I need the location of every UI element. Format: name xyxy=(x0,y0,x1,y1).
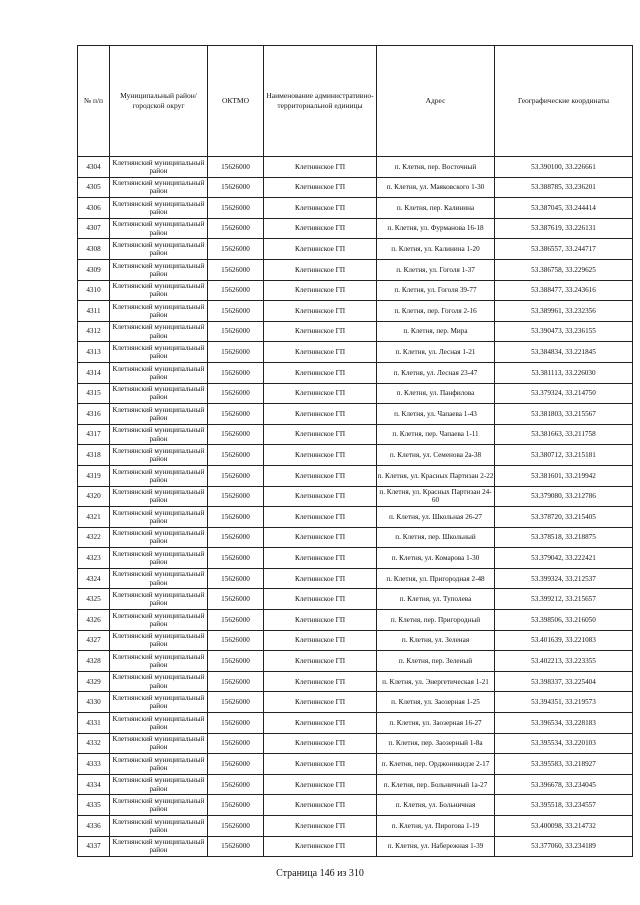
table-row xyxy=(78,548,633,569)
cell-oktmo: 15626000 xyxy=(208,424,264,445)
cell-coords: 53.381113, 33.226030 xyxy=(495,362,633,383)
cell-address: п. Клетня, пер. Калинина xyxy=(377,198,495,219)
table-row xyxy=(78,568,633,589)
cell-coords: 53.396534, 33.228183 xyxy=(495,713,633,734)
cell-num: 4336 xyxy=(78,816,110,837)
cell-address: п. Клетня, ул. Лесная 23-47 xyxy=(377,362,495,383)
cell-oktmo: 15626000 xyxy=(208,816,264,837)
cell-unit: Клетнянское ГП xyxy=(264,157,377,178)
cell-oktmo: 15626000 xyxy=(208,362,264,383)
cell-num: 4310 xyxy=(78,280,110,301)
cell-coords: 53.390473, 33.236155 xyxy=(495,321,633,342)
cell-num: 4330 xyxy=(78,692,110,713)
table-row xyxy=(78,321,633,342)
cell-num: 4335 xyxy=(78,795,110,816)
cell-district: Клетнянский муниципальный район xyxy=(110,321,208,342)
cell-oktmo: 15626000 xyxy=(208,795,264,816)
cell-num: 4314 xyxy=(78,362,110,383)
cell-num: 4329 xyxy=(78,671,110,692)
cell-unit: Клетнянское ГП xyxy=(264,754,377,775)
cell-address: п. Клетня, ул. Фурманова 16-18 xyxy=(377,218,495,239)
cell-unit: Клетнянское ГП xyxy=(264,589,377,610)
cell-oktmo: 15626000 xyxy=(208,465,264,486)
cell-coords: 53.386557, 33.244717 xyxy=(495,239,633,260)
table-row xyxy=(78,527,633,548)
table-row xyxy=(78,651,633,672)
cell-oktmo: 15626000 xyxy=(208,733,264,754)
table-row xyxy=(78,383,633,404)
cell-district: Клетнянский муниципальный район xyxy=(110,713,208,734)
cell-oktmo: 15626000 xyxy=(208,568,264,589)
cell-unit: Клетнянское ГП xyxy=(264,713,377,734)
cell-coords: 53.381601, 33.219942 xyxy=(495,465,633,486)
table-row xyxy=(78,507,633,528)
cell-oktmo: 15626000 xyxy=(208,342,264,363)
table-row xyxy=(78,486,633,507)
cell-coords: 53.379080, 33.212786 xyxy=(495,486,633,507)
cell-address: п. Клетня, ул. Заозерная 16-27 xyxy=(377,713,495,734)
cell-district: Клетнянский муниципальный район xyxy=(110,280,208,301)
cell-num: 4316 xyxy=(78,404,110,425)
cell-num: 4305 xyxy=(78,177,110,198)
cell-oktmo: 15626000 xyxy=(208,610,264,631)
table-row xyxy=(78,816,633,837)
cell-address: п. Клетня, пер. Мира xyxy=(377,321,495,342)
table-header-row xyxy=(78,46,633,157)
cell-coords: 53.401639, 33.221083 xyxy=(495,630,633,651)
cell-num: 4308 xyxy=(78,239,110,260)
cell-oktmo: 15626000 xyxy=(208,651,264,672)
cell-address: п. Клетня, ул. Чапаева 1-43 xyxy=(377,404,495,425)
cell-oktmo: 15626000 xyxy=(208,259,264,280)
cell-district: Клетнянский муниципальный район xyxy=(110,836,208,857)
cell-coords: 53.378518, 33.218875 xyxy=(495,527,633,548)
cell-district: Клетнянский муниципальный район xyxy=(110,548,208,569)
cell-coords: 53.379042, 33.222421 xyxy=(495,548,633,569)
cell-oktmo: 15626000 xyxy=(208,486,264,507)
cell-district: Клетнянский муниципальный район xyxy=(110,630,208,651)
cell-district: Клетнянский муниципальный район xyxy=(110,795,208,816)
address-table xyxy=(77,45,633,857)
cell-district: Клетнянский муниципальный район xyxy=(110,651,208,672)
cell-num: 4321 xyxy=(78,507,110,528)
cell-oktmo: 15626000 xyxy=(208,445,264,466)
cell-coords: 53.388477, 33.243616 xyxy=(495,280,633,301)
cell-unit: Клетнянское ГП xyxy=(264,486,377,507)
table-row xyxy=(78,404,633,425)
cell-district: Клетнянский муниципальный район xyxy=(110,589,208,610)
cell-address: п. Клетня, ул. Панфилова xyxy=(377,383,495,404)
cell-district: Клетнянский муниципальный район xyxy=(110,342,208,363)
cell-oktmo: 15626000 xyxy=(208,527,264,548)
cell-address: п. Клетня, ул. Лесная 1-21 xyxy=(377,342,495,363)
cell-coords: 53.384834, 33.221845 xyxy=(495,342,633,363)
cell-address: п. Клетня, пер. Орджоникидзе 2-17 xyxy=(377,754,495,775)
cell-num: 4319 xyxy=(78,465,110,486)
cell-oktmo: 15626000 xyxy=(208,157,264,178)
cell-num: 4337 xyxy=(78,836,110,857)
cell-address: п. Клетня, ул. Пирогова 1-19 xyxy=(377,816,495,837)
cell-oktmo: 15626000 xyxy=(208,671,264,692)
cell-unit: Клетнянское ГП xyxy=(264,527,377,548)
cell-num: 4317 xyxy=(78,424,110,445)
cell-oktmo: 15626000 xyxy=(208,754,264,775)
cell-unit: Клетнянское ГП xyxy=(264,424,377,445)
cell-coords: 53.378720, 33.215405 xyxy=(495,507,633,528)
cell-unit: Клетнянское ГП xyxy=(264,651,377,672)
cell-oktmo: 15626000 xyxy=(208,280,264,301)
cell-district: Клетнянский муниципальный район xyxy=(110,671,208,692)
cell-num: 4328 xyxy=(78,651,110,672)
cell-district: Клетнянский муниципальный район xyxy=(110,507,208,528)
cell-district: Клетнянский муниципальный район xyxy=(110,816,208,837)
cell-address: п. Клетня, пер. Пригородный xyxy=(377,610,495,631)
header-coords: Географические координаты xyxy=(495,46,633,157)
cell-coords: 53.387045, 33.244414 xyxy=(495,198,633,219)
table-row xyxy=(78,465,633,486)
table-row xyxy=(78,774,633,795)
cell-unit: Клетнянское ГП xyxy=(264,239,377,260)
cell-coords: 53.381803, 33.215567 xyxy=(495,404,633,425)
page-number: Страница 146 из 310 xyxy=(276,868,364,879)
header-num: № п/п xyxy=(78,46,110,157)
cell-unit: Клетнянское ГП xyxy=(264,321,377,342)
cell-unit: Клетнянское ГП xyxy=(264,671,377,692)
cell-coords: 53.398506, 33.216050 xyxy=(495,610,633,631)
cell-num: 4331 xyxy=(78,713,110,734)
cell-oktmo: 15626000 xyxy=(208,383,264,404)
cell-address: п. Клетня, ул. Семенова 2а-38 xyxy=(377,445,495,466)
cell-coords: 53.386758, 33.229625 xyxy=(495,259,633,280)
cell-oktmo: 15626000 xyxy=(208,630,264,651)
table-row xyxy=(78,157,633,178)
header-district: Муниципальный район/городской округ xyxy=(110,46,208,157)
table-row xyxy=(78,301,633,322)
table-row xyxy=(78,713,633,734)
cell-unit: Клетнянское ГП xyxy=(264,507,377,528)
cell-address: п. Клетня, ул. Зеленая xyxy=(377,630,495,651)
table-row xyxy=(78,795,633,816)
cell-address: п. Клетня, пер. Заозерный 1-8а xyxy=(377,733,495,754)
cell-coords: 53.402213, 33.223355 xyxy=(495,651,633,672)
table-row xyxy=(78,177,633,198)
cell-district: Клетнянский муниципальный район xyxy=(110,259,208,280)
cell-oktmo: 15626000 xyxy=(208,713,264,734)
cell-district: Клетнянский муниципальный район xyxy=(110,610,208,631)
cell-num: 4320 xyxy=(78,486,110,507)
cell-num: 4318 xyxy=(78,445,110,466)
cell-unit: Клетнянское ГП xyxy=(264,774,377,795)
cell-address: п. Клетня, ул. Калинина 1-20 xyxy=(377,239,495,260)
cell-num: 4326 xyxy=(78,610,110,631)
cell-address: п. Клетня, ул. Комарова 1-30 xyxy=(377,548,495,569)
cell-num: 4312 xyxy=(78,321,110,342)
cell-oktmo: 15626000 xyxy=(208,198,264,219)
table-row xyxy=(78,280,633,301)
cell-unit: Клетнянское ГП xyxy=(264,383,377,404)
cell-num: 4304 xyxy=(78,157,110,178)
cell-address: п. Клетня, пер. Школьный xyxy=(377,527,495,548)
cell-unit: Клетнянское ГП xyxy=(264,568,377,589)
cell-district: Клетнянский муниципальный район xyxy=(110,157,208,178)
cell-num: 4315 xyxy=(78,383,110,404)
cell-unit: Клетнянское ГП xyxy=(264,465,377,486)
cell-num: 4334 xyxy=(78,774,110,795)
table-row xyxy=(78,218,633,239)
cell-unit: Клетнянское ГП xyxy=(264,177,377,198)
cell-address: п. Клетня, ул. Маяковского 1-30 xyxy=(377,177,495,198)
cell-district: Клетнянский муниципальный район xyxy=(110,383,208,404)
cell-coords: 53.396678, 33.234045 xyxy=(495,774,633,795)
table-row xyxy=(78,836,633,857)
cell-address: п. Клетня, пер. Зеленый xyxy=(377,651,495,672)
cell-district: Клетнянский муниципальный район xyxy=(110,239,208,260)
cell-district: Клетнянский муниципальный район xyxy=(110,486,208,507)
cell-num: 4323 xyxy=(78,548,110,569)
cell-num: 4325 xyxy=(78,589,110,610)
cell-unit: Клетнянское ГП xyxy=(264,342,377,363)
cell-num: 4311 xyxy=(78,301,110,322)
cell-coords: 53.395583, 33.218927 xyxy=(495,754,633,775)
cell-district: Клетнянский муниципальный район xyxy=(110,301,208,322)
cell-num: 4309 xyxy=(78,259,110,280)
cell-oktmo: 15626000 xyxy=(208,177,264,198)
cell-num: 4327 xyxy=(78,630,110,651)
cell-coords: 53.395518, 33.234557 xyxy=(495,795,633,816)
cell-address: п. Клетня, ул. Энергетическая 1-21 xyxy=(377,671,495,692)
cell-unit: Клетнянское ГП xyxy=(264,259,377,280)
cell-address: п. Клетня, ул. Больничная xyxy=(377,795,495,816)
cell-district: Клетнянский муниципальный район xyxy=(110,404,208,425)
table-row xyxy=(78,671,633,692)
cell-district: Клетнянский муниципальный район xyxy=(110,527,208,548)
cell-oktmo: 15626000 xyxy=(208,301,264,322)
table-body xyxy=(78,157,633,857)
cell-oktmo: 15626000 xyxy=(208,239,264,260)
header-unit: Наименование административно-территориальной единицы xyxy=(264,46,377,157)
cell-coords: 53.388785, 33.236201 xyxy=(495,177,633,198)
cell-district: Клетнянский муниципальный район xyxy=(110,568,208,589)
cell-unit: Клетнянское ГП xyxy=(264,198,377,219)
cell-district: Клетнянский муниципальный район xyxy=(110,692,208,713)
table-row xyxy=(78,754,633,775)
table-row xyxy=(78,630,633,651)
cell-address: п. Клетня, ул. Пригородная 2-48 xyxy=(377,568,495,589)
header-address: Адрес xyxy=(377,46,495,157)
cell-coords: 53.379324, 33.214750 xyxy=(495,383,633,404)
cell-unit: Клетнянское ГП xyxy=(264,692,377,713)
cell-unit: Клетнянское ГП xyxy=(264,630,377,651)
table-row xyxy=(78,692,633,713)
cell-coords: 53.395534, 33.220103 xyxy=(495,733,633,754)
cell-district: Клетнянский муниципальный район xyxy=(110,733,208,754)
cell-address: п. Клетня, ул. Набережная 1-39 xyxy=(377,836,495,857)
cell-address: п. Клетня, ул. Красных Партизан 24-60 xyxy=(377,486,495,507)
table-row xyxy=(78,610,633,631)
cell-oktmo: 15626000 xyxy=(208,692,264,713)
cell-unit: Клетнянское ГП xyxy=(264,404,377,425)
table-row xyxy=(78,259,633,280)
cell-coords: 53.387619, 33.226131 xyxy=(495,218,633,239)
cell-unit: Клетнянское ГП xyxy=(264,610,377,631)
cell-address: п. Клетня, ул. Гоголя 39-77 xyxy=(377,280,495,301)
cell-coords: 53.398337, 33.225404 xyxy=(495,671,633,692)
cell-unit: Клетнянское ГП xyxy=(264,445,377,466)
cell-district: Клетнянский муниципальный район xyxy=(110,198,208,219)
cell-district: Клетнянский муниципальный район xyxy=(110,754,208,775)
cell-address: п. Клетня, пер. Восточный xyxy=(377,157,495,178)
cell-unit: Клетнянское ГП xyxy=(264,548,377,569)
cell-num: 4322 xyxy=(78,527,110,548)
cell-unit: Клетнянское ГП xyxy=(264,362,377,383)
cell-oktmo: 15626000 xyxy=(208,507,264,528)
cell-num: 4313 xyxy=(78,342,110,363)
table-row xyxy=(78,589,633,610)
cell-district: Клетнянский муниципальный район xyxy=(110,424,208,445)
cell-coords: 53.399212, 33.215657 xyxy=(495,589,633,610)
table-row xyxy=(78,239,633,260)
table-row xyxy=(78,342,633,363)
cell-district: Клетнянский муниципальный район xyxy=(110,218,208,239)
cell-oktmo: 15626000 xyxy=(208,404,264,425)
cell-district: Клетнянский муниципальный район xyxy=(110,465,208,486)
cell-unit: Клетнянское ГП xyxy=(264,733,377,754)
cell-unit: Клетнянское ГП xyxy=(264,301,377,322)
cell-oktmo: 15626000 xyxy=(208,774,264,795)
cell-oktmo: 15626000 xyxy=(208,218,264,239)
cell-district: Клетнянский муниципальный район xyxy=(110,445,208,466)
cell-num: 4306 xyxy=(78,198,110,219)
cell-oktmo: 15626000 xyxy=(208,589,264,610)
cell-oktmo: 15626000 xyxy=(208,836,264,857)
cell-unit: Клетнянское ГП xyxy=(264,816,377,837)
cell-num: 4333 xyxy=(78,754,110,775)
cell-district: Клетнянский муниципальный район xyxy=(110,362,208,383)
table-row xyxy=(78,198,633,219)
cell-coords: 53.377060, 33.234189 xyxy=(495,836,633,857)
cell-oktmo: 15626000 xyxy=(208,548,264,569)
cell-oktmo: 15626000 xyxy=(208,321,264,342)
cell-address: п. Клетня, ул. Туполева xyxy=(377,589,495,610)
cell-num: 4332 xyxy=(78,733,110,754)
table-row xyxy=(78,424,633,445)
cell-district: Клетнянский муниципальный район xyxy=(110,177,208,198)
cell-coords: 53.390100, 33.226661 xyxy=(495,157,633,178)
cell-address: п. Клетня, ул. Гоголя 1-37 xyxy=(377,259,495,280)
header-oktmo: ОКТМО xyxy=(208,46,264,157)
cell-num: 4307 xyxy=(78,218,110,239)
cell-address: п. Клетня, пер. Больничный 1а-27 xyxy=(377,774,495,795)
cell-coords: 53.389961, 33.232356 xyxy=(495,301,633,322)
table-row xyxy=(78,733,633,754)
cell-coords: 53.381663, 33.211758 xyxy=(495,424,633,445)
cell-address: п. Клетня, ул. Красных Партизан 2-22 xyxy=(377,465,495,486)
cell-coords: 53.394351, 33.219573 xyxy=(495,692,633,713)
cell-unit: Клетнянское ГП xyxy=(264,218,377,239)
table-row xyxy=(78,362,633,383)
cell-coords: 53.399324, 33.212537 xyxy=(495,568,633,589)
cell-district: Клетнянский муниципальный район xyxy=(110,774,208,795)
cell-unit: Клетнянское ГП xyxy=(264,280,377,301)
table-row xyxy=(78,445,633,466)
cell-num: 4324 xyxy=(78,568,110,589)
cell-address: п. Клетня, ул. Школьная 26-27 xyxy=(377,507,495,528)
cell-coords: 53.400098, 33.214732 xyxy=(495,816,633,837)
cell-unit: Клетнянское ГП xyxy=(264,836,377,857)
cell-address: п. Клетня, ул. Заозерная 1-25 xyxy=(377,692,495,713)
cell-address: п. Клетня, пер. Гоголя 2-16 xyxy=(377,301,495,322)
cell-address: п. Клетня, пер. Чапаева 1-11 xyxy=(377,424,495,445)
cell-unit: Клетнянское ГП xyxy=(264,795,377,816)
cell-coords: 53.380712, 33.215181 xyxy=(495,445,633,466)
